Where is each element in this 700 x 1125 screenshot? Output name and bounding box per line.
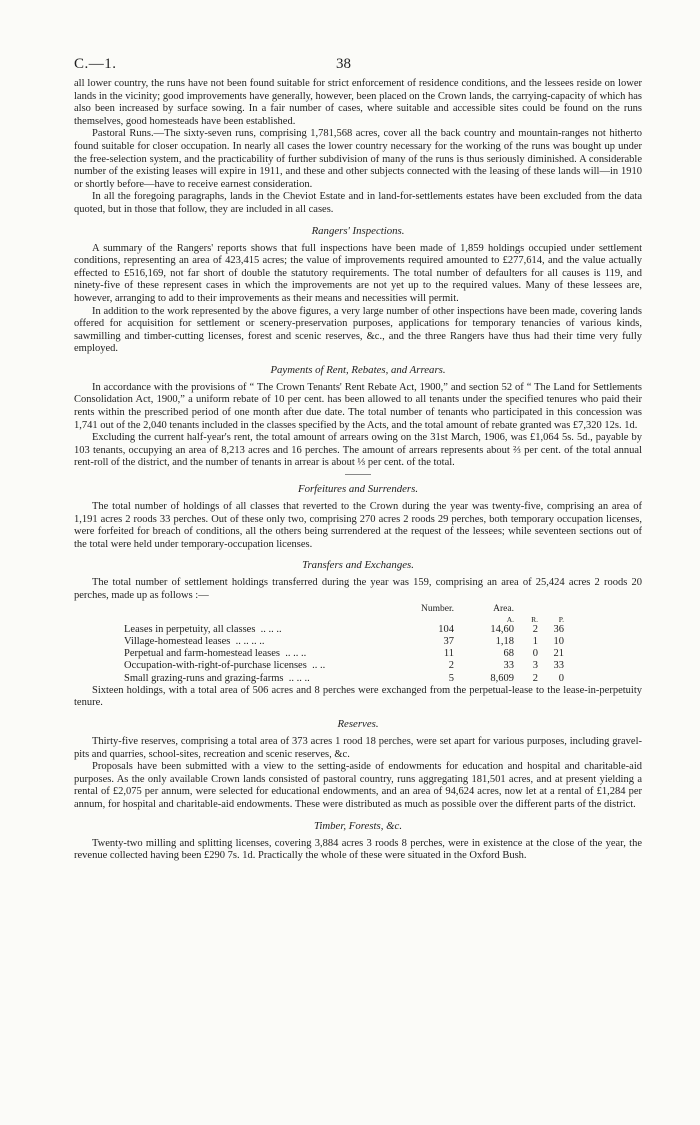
row-number: 11: [443, 648, 454, 660]
forfeitures-heading: Forfeitures and Surrenders.: [297, 483, 419, 496]
column-header-number: Number.: [421, 603, 454, 614]
timber-paragraph: Twenty-two milling and splitting licenses, covering 3,884 acres 3 roods 8 perches, were in existence at the close of the year, the revenue collected having been £290 7s. 1d. Practically the whole of these were situated in the Oxford Bush.: [74, 837, 642, 862]
row-roods: 3: [532, 660, 538, 672]
payments-paragraph: In accordance with the provisions of “ The Crown Tenants' Rent Rebate Act, 1900,” and section 52 of “ The Land for Settlements Consolidation Act, 1900,” a uniform rebate of 10 per cent. has been allowed to all tenants under the specified tenures who paid their rents within the prescribed period of one month after due date. The total number of tenants who participated in this concession was 1,741 out of the 2,040 tenants included in the classes specified by the Acts, and the total amount of rebate granted was £7,320 12s. 1d.: [74, 381, 642, 431]
transfers-intro-paragraph: The total number of settlement holdings transferred during the year was 159, comprising an area of 25,424 acres 2 roods 20 perches, made up as follows :—: [74, 577, 642, 601]
timber-heading: Timber, Forests, &c.: [313, 819, 403, 832]
table-row: [124, 673, 634, 685]
rangers-paragraph: A summary of the Rangers' reports shows that full inspections have been made of 1,859 holdings occupied under settlement conditions, representing an area of 423,415 acres; the value of improvements required amounted to £277,614, and the value actually effected to £516,169, not far short of double the statutory requirements. The total number of defaulters for all causes is 119, and ninety-five of these represent cases in which the improvements are not yet up to the required values. Many of these lessees are, however, arranging to add to their improvements as their means and necessities will permit.: [74, 242, 642, 304]
forfeitures-paragraph: The total number of holdings of all classes that reverted to the Crown during the year was twenty-five, comprising an area of 1,191 acres 2 roods 33 perches. Out of these only two, comprising 270 acres 2 roods 29 perches, both temporary occupation licenses, were forfeited for breach of conditions, all the others being surrendered at the request of the lessees; while seventeen sections out of the total were held under temporary-occupation licenses.: [74, 501, 642, 550]
reserves-paragraph: Thirty-five reserves, comprising a total area of 373 acres 1 rood 18 perches, were set apart for various purposes, including gravel-pits and quarries, school-sites, recreation and scenic reserves, &c.: [74, 736, 642, 760]
row-perches: 21: [553, 648, 564, 660]
transfers-heading: Transfers and Exchanges.: [302, 559, 414, 572]
row-perches: 0: [558, 672, 564, 684]
foregoing-paragraph: In all the foregoing paragraphs, lands in the Cheviot Estate and in land-for-settlements estates have been excluded from the data quoted, but in those that follow, they are included in all cases.: [74, 191, 642, 215]
row-acres: 8,609: [490, 672, 514, 684]
table-header-row: [124, 603, 634, 615]
table-row: [124, 624, 634, 636]
row-label: Perpetual and farm-homestead leases: [124, 648, 280, 660]
row-number: 5: [448, 672, 454, 684]
row-label: Leases in perpetuity, all classes: [124, 623, 256, 635]
row-label: Small grazing-runs and grazing-farms: [124, 672, 284, 684]
report-reference: C.—1.: [74, 56, 117, 72]
column-header-area: Area.: [493, 603, 514, 614]
row-perches: 36: [553, 623, 564, 635]
row-perches: 33: [553, 660, 564, 672]
table-row: [124, 648, 634, 660]
rangers-heading: Rangers' Inspections.: [311, 224, 405, 237]
row-label: Occupation-with-right-of-purchase licenses: [124, 660, 307, 672]
reserves-paragraph: Proposals have been submitted with a view to the setting-aside of endowments for education and hospital and charitable-aid purposes. As the only available Crown lands consisted of pastoral country, runs aggregating 181,501 acres, and at present yielding a rental of £2,075 per annum, were selected for educational endowments, and an area of 94,624 acres, now let at a rental of £1,284 per annum, for hospital and charitable-aid endowments. These were distributed as much as possible over the different parts of the district.: [74, 761, 642, 810]
page-header: [74, 52, 642, 78]
exchange-paragraph: Sixteen holdings, with a total area of 506 acres and 8 perches were exchanged from the perpetual-lease to the lease-in-perpetuity tenure.: [74, 684, 642, 709]
page-number: 38: [336, 56, 351, 72]
table-subheader-row: [124, 615, 634, 624]
table-row: [124, 660, 634, 672]
unit-acres: A.: [506, 614, 514, 624]
leader-dots: .. .. ..: [260, 623, 282, 635]
row-acres: 14,60: [490, 623, 514, 635]
leader-dots: .. .. ..: [288, 672, 310, 684]
row-number: 37: [443, 636, 454, 647]
payments-heading: Payments of Rent, Rebates, and Arrears.: [270, 363, 446, 376]
row-roods: 2: [532, 623, 538, 635]
pastoral-runs-paragraph: Pastoral Runs.—The sixty-seven runs, comprising 1,781,568 acres, cover all the back country and mountain-ranges not hitherto found suitable for closer occupation. In nearly all cases the lower country necessary for the working of the runs was bought up under the free-selection system, and the practicability of further subdivision of many of the runs is thus seriously diminished. A considerable number of the existing leases will expire in 1911, and these and other subjects connected with the leasing of these lands will—in 1910 or shortly before—have to receive earnest consideration.: [74, 128, 642, 190]
transfers-table: [124, 603, 634, 685]
leader-dots: .. .. ..: [285, 648, 307, 660]
row-acres: 1,18: [495, 636, 514, 647]
row-roods: 0: [532, 648, 538, 660]
row-label: Village-homestead leases: [124, 636, 231, 647]
unit-perches: P.: [558, 614, 564, 624]
reserves-heading: Reserves.: [337, 718, 379, 730]
intro-paragraph: all lower country, the runs have not been found suitable for strict enforcement of residence conditions, and the lessees reside on lower lands in the vicinity; good improvements have generally, however, been placed on the Crown lands, the carrying-capacity of which has also been increased by surface sowing. In a fair number of cases, where suitable and accessible sites could be found on the runs themselves, good homesteads have been established.: [74, 78, 642, 127]
leader-dots: .. ..: [312, 660, 326, 672]
leader-dots: .. .. .. ..: [235, 636, 265, 647]
rangers-paragraph: In addition to the work represented by the above figures, a very large number of other inspections have been made, covering lands offered for acquisition for settlement or scenery-preservation purposes, applications for temporary tenancies of various kinds, sawmilling and timber-cutting licenses, forest and scenic reserves, &c., and the three Rangers have thus had their time very fully employed.: [74, 305, 642, 355]
row-acres: 33: [503, 660, 514, 672]
section-divider: [345, 474, 371, 475]
row-acres: 68: [503, 648, 514, 660]
unit-roods: R.: [531, 614, 538, 624]
row-roods: 2: [532, 672, 538, 684]
row-number: 104: [438, 623, 454, 635]
row-roods: 1: [532, 636, 538, 647]
table-row: [124, 636, 634, 648]
row-perches: 10: [553, 636, 564, 647]
row-number: 2: [448, 660, 454, 672]
payments-paragraph: Excluding the current half-year's rent, the total amount of arrears owing on the 31st March, 1906, was £1,064 5s. 5d., payable by 103 tenants, occupying an area of 8,213 acres and 16 perches. The amount of arrears represents about ⅔ per cent. of the total annual rent-roll of the district, and the number of tenants in arrear is about ⅓ per cent. of the total.: [74, 432, 642, 469]
